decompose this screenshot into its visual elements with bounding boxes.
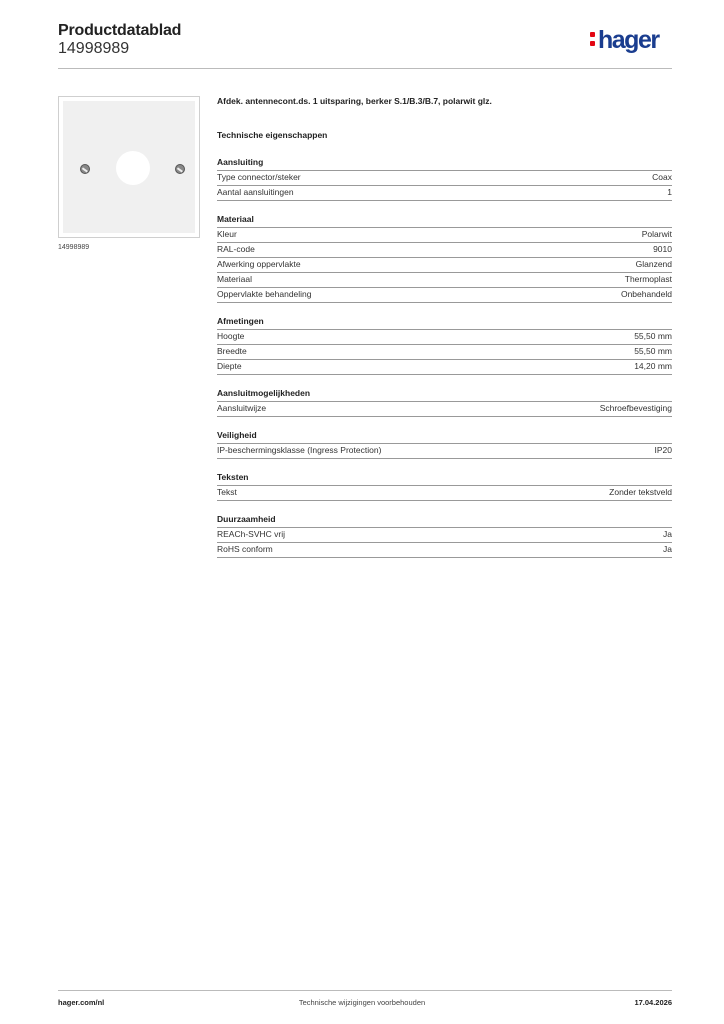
spec-row xyxy=(217,330,672,345)
spec-row xyxy=(217,288,672,303)
image-caption: 14998989 xyxy=(58,244,90,251)
spec-row xyxy=(217,186,672,201)
spec-value: Schroefbevestiging xyxy=(599,403,672,413)
group-title: Aansluiting xyxy=(217,156,672,171)
page-title: Productdatablad xyxy=(58,22,182,39)
spec-label: REACh-SVHC vrij xyxy=(217,529,286,539)
screw-icon xyxy=(175,164,185,174)
spec-row xyxy=(217,543,672,558)
spec-group xyxy=(217,471,672,501)
hager-logo xyxy=(590,28,659,53)
spec-label: Tekst xyxy=(217,487,237,497)
footer-note: Technische wijzigingen voorbehouden xyxy=(298,998,426,1007)
footer-date: 17.04.2026 xyxy=(634,998,672,1007)
screw-icon xyxy=(80,164,90,174)
spec-value: Glanzend xyxy=(635,259,672,269)
spec-value: 55,50 mm xyxy=(634,331,672,341)
spec-value: 9010 xyxy=(653,244,672,254)
logo-dots-icon xyxy=(590,31,597,47)
antenna-opening xyxy=(116,151,150,185)
spec-value: IP20 xyxy=(654,445,672,455)
spec-label: Hoogte xyxy=(217,331,245,341)
spec-group xyxy=(217,156,672,201)
spec-row xyxy=(217,258,672,273)
spec-row xyxy=(217,243,672,258)
spec-label: Oppervlakte behandeling xyxy=(217,289,312,299)
footer-divider xyxy=(58,990,672,991)
spec-value: 55,50 mm xyxy=(634,346,672,356)
spec-value: Ja xyxy=(663,544,672,554)
group-title: Afmetingen xyxy=(217,315,672,330)
spec-row xyxy=(217,171,672,186)
spec-value: Thermoplast xyxy=(624,274,672,284)
spec-value: Coax xyxy=(652,172,672,182)
spec-label: RoHS conform xyxy=(217,544,273,554)
spec-label: Type connector/steker xyxy=(217,172,301,182)
spec-row xyxy=(217,528,672,543)
spec-value: Ja xyxy=(663,529,672,539)
spec-row xyxy=(217,444,672,459)
spec-row xyxy=(217,486,672,501)
spec-value: Polarwit xyxy=(641,229,672,239)
spec-label: Kleur xyxy=(217,229,237,239)
spec-group xyxy=(217,315,672,375)
spec-row xyxy=(217,402,672,417)
spec-groups xyxy=(217,156,672,558)
spec-label: Diepte xyxy=(217,361,242,371)
group-title: Teksten xyxy=(217,471,672,486)
product-image-frame xyxy=(58,96,200,238)
spec-label: Afwerking oppervlakte xyxy=(217,259,301,269)
spec-content xyxy=(217,96,672,558)
spec-value: Zonder tekstveld xyxy=(609,487,672,497)
cover-plate-image xyxy=(63,101,195,233)
spec-row xyxy=(217,360,672,375)
product-number: 14998989 xyxy=(58,40,130,57)
footer-website[interactable]: hager.com/nl xyxy=(58,998,105,1007)
spec-group xyxy=(217,513,672,558)
group-title: Materiaal xyxy=(217,213,672,228)
group-title: Duurzaamheid xyxy=(217,513,672,528)
spec-group xyxy=(217,429,672,459)
header-divider xyxy=(58,68,672,69)
spec-row xyxy=(217,273,672,288)
group-title: Veiligheid xyxy=(217,429,672,444)
spec-label: Aantal aansluitingen xyxy=(217,187,294,197)
spec-group xyxy=(217,387,672,417)
logo-text: hager xyxy=(598,26,659,54)
spec-label: RAL-code xyxy=(217,244,255,254)
group-title: Aansluitmogelijkheden xyxy=(217,387,672,402)
spec-row xyxy=(217,228,672,243)
spec-label: Aansluitwijze xyxy=(217,403,267,413)
spec-group xyxy=(217,213,672,303)
spec-value: 14,20 mm xyxy=(634,361,672,371)
spec-value: 1 xyxy=(667,187,672,197)
spec-row xyxy=(217,345,672,360)
section-title: Technische eigenschappen xyxy=(217,130,328,140)
spec-label: Breedte xyxy=(217,346,247,356)
spec-label: Materiaal xyxy=(217,274,252,284)
product-description: Afdek. antennecont.ds. 1 uitsparing, berker S.1/B.3/B.7, polarwit glz. xyxy=(217,96,492,106)
spec-value: Onbehandeld xyxy=(620,289,672,299)
spec-label: IP-beschermingsklasse (Ingress Protection) xyxy=(217,445,382,455)
